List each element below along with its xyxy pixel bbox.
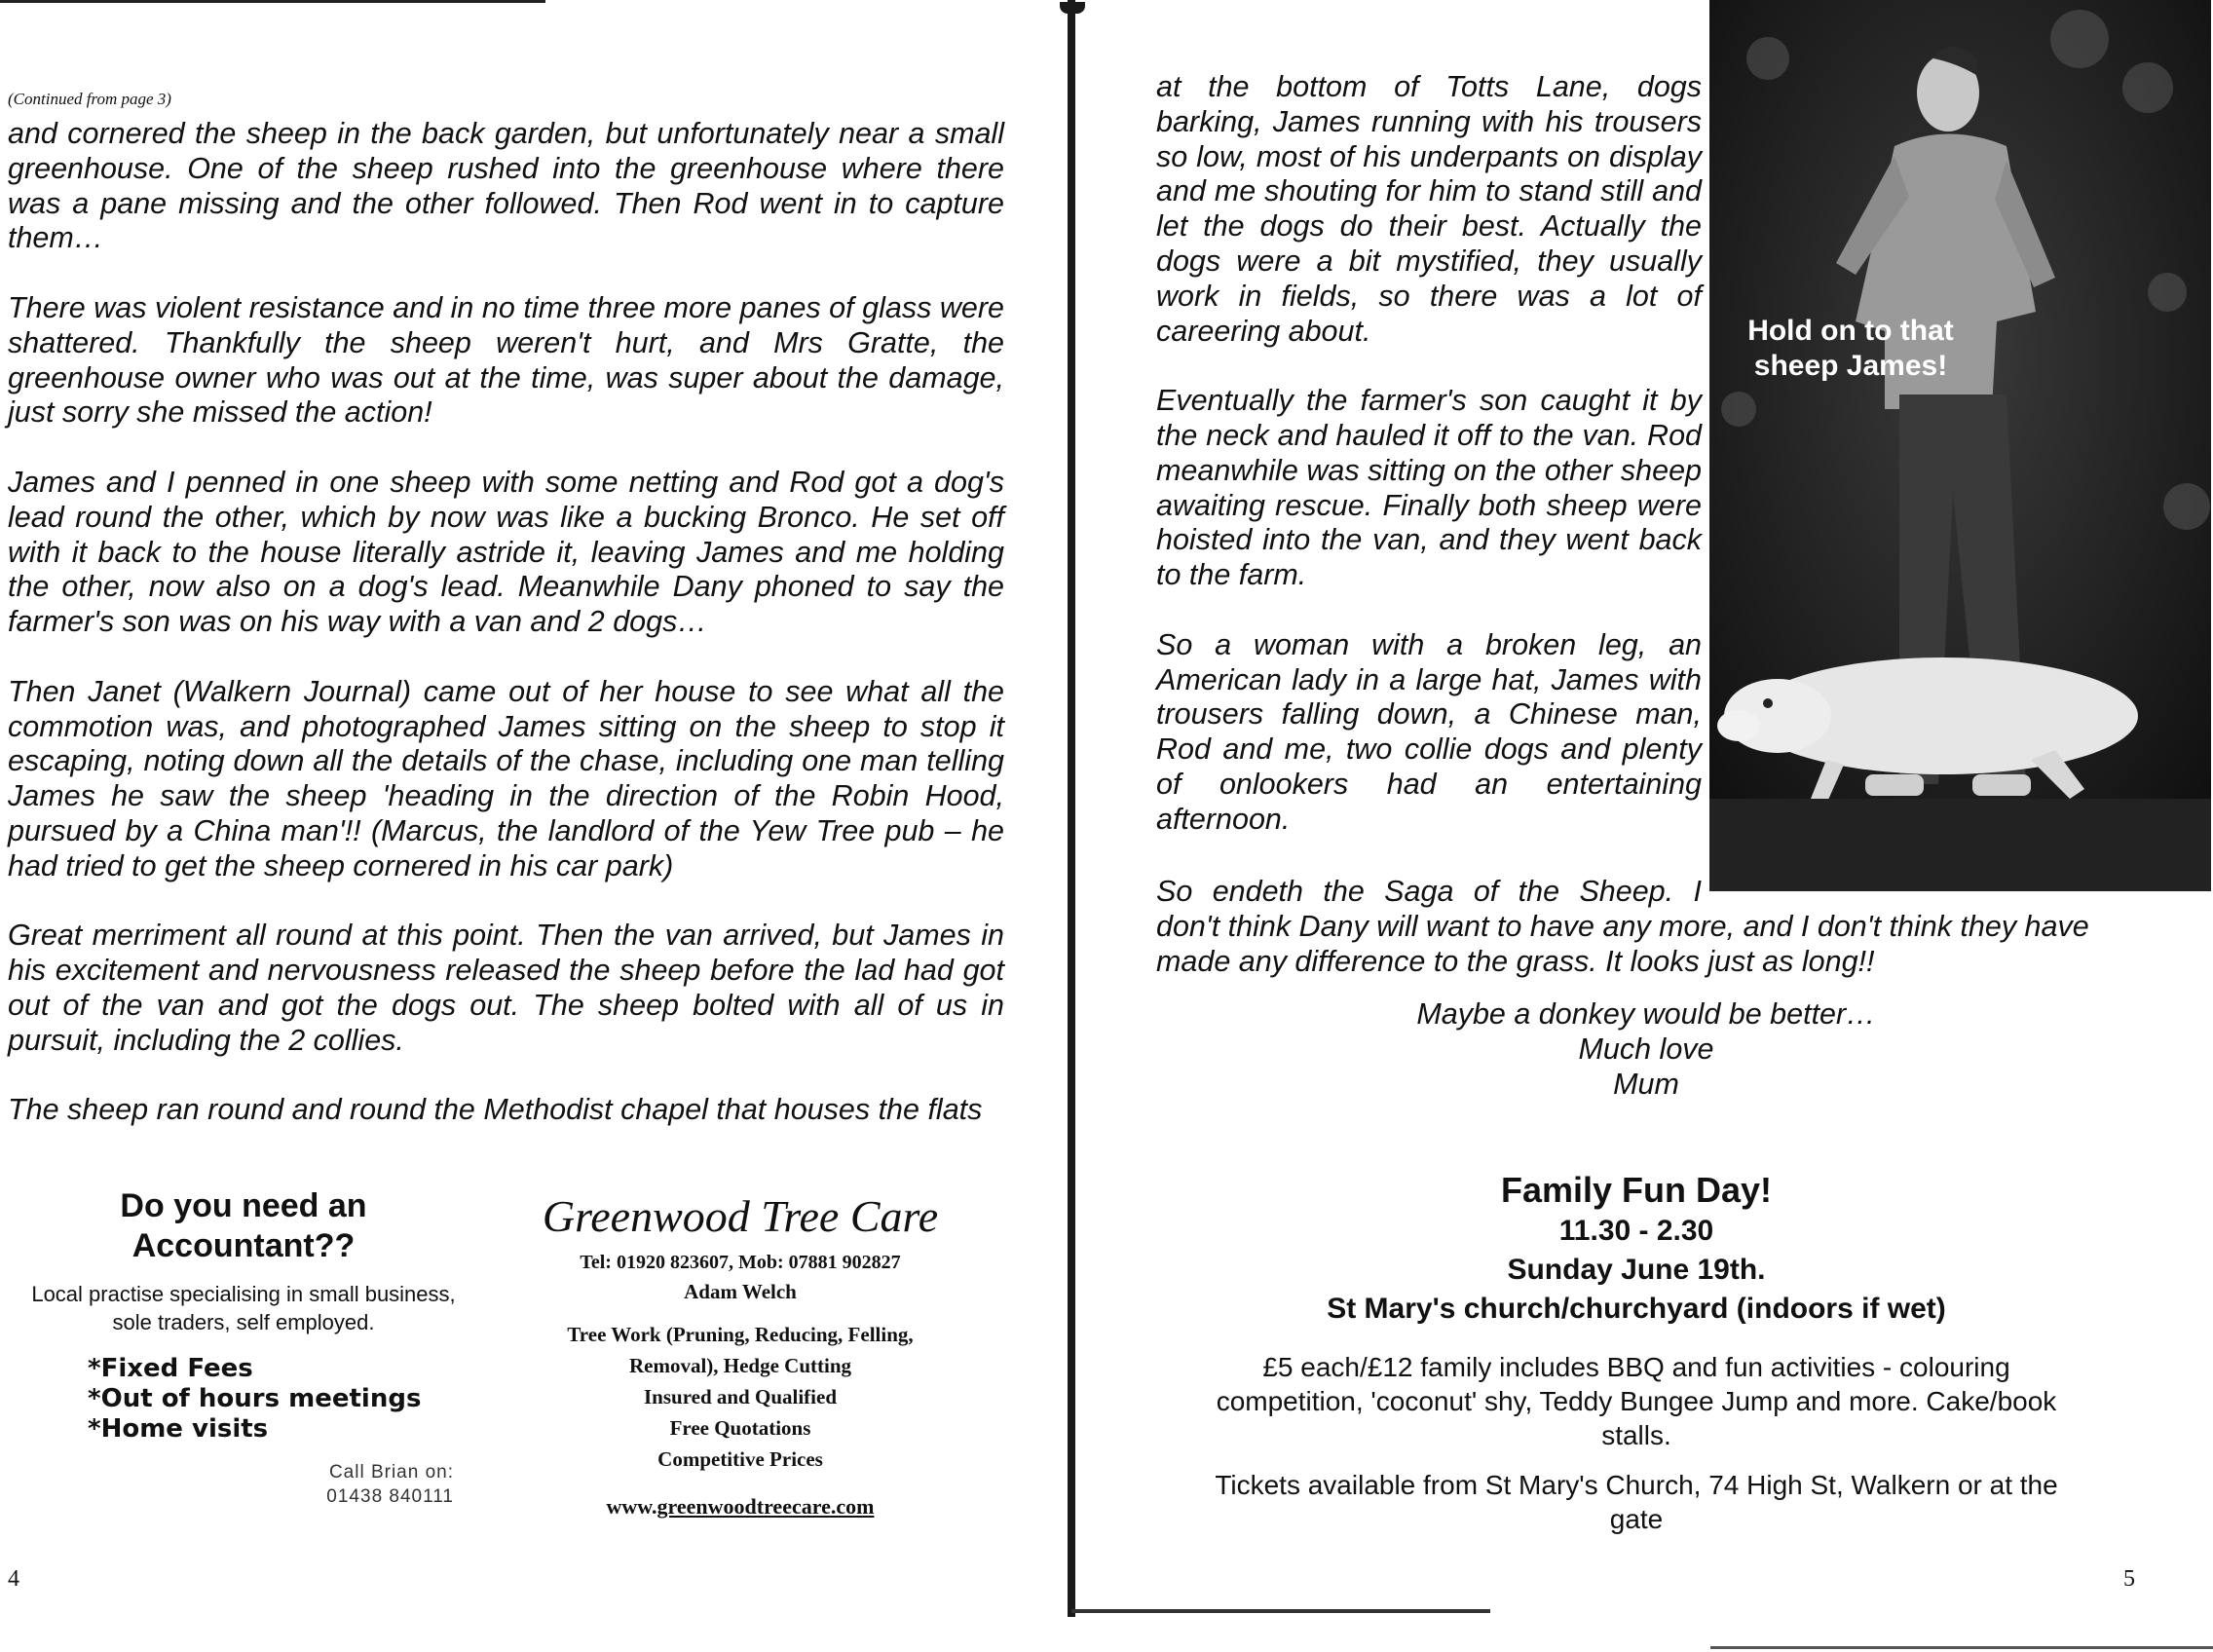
accountant-phone: 01438 840111	[326, 1486, 454, 1507]
family-fun-day-notice	[1198, 1169, 2075, 1536]
accountant-feature-list	[88, 1354, 468, 1445]
right-article	[1156, 70, 1702, 872]
accountant-call-label: Call Brian on:	[328, 1462, 454, 1483]
article-paragraph: Then Janet (Walkern Journal) came out of her house to see what all the commotion was, and photographed James sitting on the sheep to stop it escaping, noting down all the details of the chase, including one man telling James he saw the sheep 'heading in the direction of the Robin Hood, pursued by a China man'!! (Marcus, the landlord of the Yew Tree pub – he had tried to get the sheep cornered in his car park)	[8, 674, 1004, 882]
tree-care-url-main: greenwoodtreecare.com	[656, 1494, 875, 1519]
accountant-contact	[19, 1460, 454, 1509]
accountant-feature: *Home visits	[88, 1414, 269, 1444]
fun-day-date: Sunday June 19th.	[1507, 1254, 1766, 1286]
accountant-feature: *Fixed Fees	[88, 1354, 253, 1383]
page-number-right: 5	[2123, 1566, 2135, 1592]
article-paragraph: Eventually the farmer's son caught it by the neck and hauled it off to the van. Rod meanwhile was sitting on the other sheep awaiting rescue. Finally both sheep were hoisted into the van, and they went back to the farm.	[1156, 384, 1702, 592]
article-paragraph: Great merriment all round at this point. Then the van arrived, but James in his excitement and nervousness released the sheep before the lad had got out of the van and got the dogs out. The sheep bolted with all of us in pursuit, including the 2 collies.	[8, 919, 1004, 1057]
accountant-ad-description: Local practise specialising in small business, sole traders, self employed.	[31, 1282, 456, 1334]
article-paragraph: James and I penned in one sheep with some netting and Rod got a dog's lead round the other, which by now was like a bucking Bronco. He set off with it back to the house literally astride it, leaving James and me holding the other, now also on a dog's lead. Meanwhile Dany phoned to say the farmer's son was on his way with a van and 2 dogs…	[8, 465, 1004, 639]
fun-day-time: 11.30 - 2.30	[1558, 1215, 1714, 1247]
tree-care-url-prefix: www.	[606, 1494, 657, 1519]
tree-care-service: Free Quotations	[669, 1416, 811, 1440]
fun-day-venue: St Mary's church/churchyard (indoors if wet)	[1327, 1293, 1946, 1325]
tree-care-contact-name: Adam Welch	[684, 1280, 797, 1303]
article-paragraph: The sheep ran round and round the Methodist chapel that houses the flats	[8, 1093, 983, 1127]
sign-off-line: Maybe a donkey would be better…	[1416, 997, 1876, 1031]
right-article-closing	[1156, 875, 2159, 1014]
photo-illustration	[1709, 0, 2211, 891]
fun-day-title: Family Fun Day!	[1500, 1170, 1773, 1210]
article-paragraph: at the bottom of Totts Lane, dogs barking, James running with his trousers so low, most of his underpants on display and me shouting for him to stand still and let the dogs do their best. Actually the dogs were a bit mystified, they usually work in fields, so there was a lot of careering about.	[1156, 70, 1702, 348]
tree-care-website-link[interactable]	[497, 1494, 984, 1520]
article-paragraph: So a woman with a broken leg, an American lady in a large hat, James with trousers falling down, a Chinese man, Rod and me, two collie dogs and plenty of onlookers had an entertaining afternoon.	[1156, 627, 1702, 836]
tree-care-service: Removal), Hedge Cutting	[628, 1354, 852, 1377]
photo-caption: Hold on to that sheep James!	[1747, 315, 1954, 382]
accountant-advert	[19, 1186, 468, 1509]
closing-paragraph: don't think Dany will want to have any more, and I don't think they have made any difference to the grass. It looks just as long!!	[1156, 909, 2089, 978]
sign-off	[1354, 997, 1938, 1102]
page-number-left: 4	[8, 1566, 19, 1592]
closing-line: So endeth the Saga of the Sheep. I	[1156, 875, 1702, 908]
tree-care-telephone: Tel: 01920 823607, Mob: 07881 902827	[580, 1252, 901, 1273]
tree-care-service: Competitive Prices	[657, 1447, 823, 1471]
photo-james-with-sheep	[1709, 0, 2211, 891]
tree-care-service: Insured and Qualified	[643, 1385, 837, 1408]
tree-care-advert	[497, 1190, 984, 1520]
article-paragraph: There was violent resistance and in no time three more panes of glass were shattered. Thankfully the sheep weren't hurt, and Mrs Gratte, the greenhouse owner who was out at the time, was super about the damage, just sorry she missed the action!	[8, 290, 1004, 430]
accountant-feature: *Out of hours meetings	[88, 1384, 422, 1413]
article-paragraph: and cornered the sheep in the back garden, but unfortunately near a small greenhouse. One of the sheep rushed into the greenhouse where there was a pane missing and the other followed. Then Rod went in to capture them…	[8, 117, 1004, 255]
left-article	[8, 117, 1004, 1163]
accountant-ad-title: Do you need an Accountant??	[120, 1187, 367, 1264]
sign-off-line: Mum	[1613, 1067, 1679, 1101]
fun-day-tickets: Tickets available from St Mary's Church, 74 High St, Walkern or at the gate	[1215, 1470, 2058, 1534]
continued-note: (Continued from page 3)	[8, 90, 171, 108]
tree-care-service: Tree Work (Pruning, Reducing, Felling,	[567, 1323, 914, 1346]
sign-off-line: Much love	[1578, 1032, 1714, 1066]
fun-day-details: £5 each/£12 family includes BBQ and fun activities - colouring competition, 'coconut' shy, Teddy Bungee Jump and more. Cake/book stalls.	[1216, 1352, 2057, 1450]
tree-care-title: Greenwood Tree Care	[542, 1191, 939, 1241]
